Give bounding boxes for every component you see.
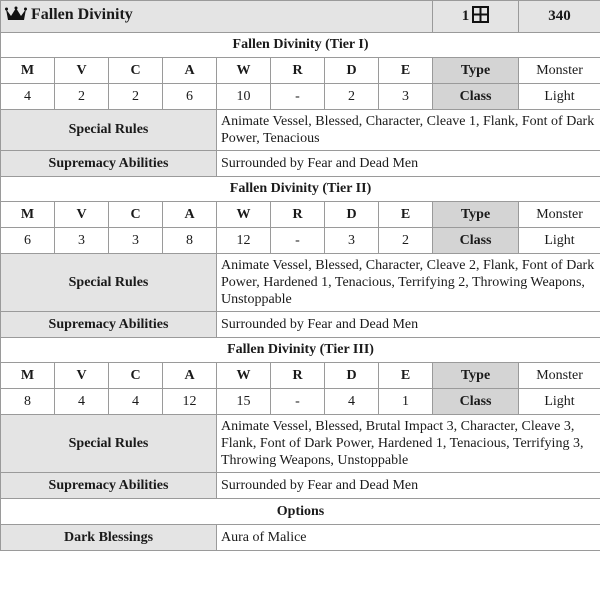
stat-header-row	[1, 363, 600, 389]
stat-label: E	[379, 363, 433, 389]
type-label: Type	[433, 58, 519, 84]
supremacy-text: Surrounded by Fear and Dead Men	[217, 312, 600, 338]
stat-label: E	[379, 202, 433, 228]
stat-value: 12	[217, 228, 271, 254]
stat-label: C	[109, 58, 163, 84]
stat-value: 3	[379, 84, 433, 110]
points-cost: 340	[519, 1, 600, 33]
stat-label: W	[217, 363, 271, 389]
special-rules-label: Special Rules	[1, 110, 217, 151]
stat-label: A	[163, 58, 217, 84]
class-label: Class	[433, 389, 519, 415]
special-rules-row	[1, 110, 600, 151]
stat-label: C	[109, 363, 163, 389]
stat-header-row	[1, 202, 600, 228]
supremacy-label: Supremacy Abilities	[1, 151, 217, 177]
supremacy-row	[1, 151, 600, 177]
tier-title-row	[1, 177, 600, 202]
class-value: Light	[519, 389, 600, 415]
special-rules-label: Special Rules	[1, 254, 217, 312]
stat-value: 6	[163, 84, 217, 110]
stat-value: 4	[55, 389, 109, 415]
special-rules-text: Animate Vessel, Blessed, Character, Cleave 1, Flank, Font of Dark Power, Tenacious	[217, 110, 600, 151]
crown-icon	[5, 6, 27, 27]
special-rules-row	[1, 415, 600, 473]
stat-label: W	[217, 202, 271, 228]
stat-value: 4	[109, 389, 163, 415]
stat-label: A	[163, 202, 217, 228]
stat-value-row	[1, 389, 600, 415]
base-size: 1	[461, 7, 470, 24]
stat-value: 2	[379, 228, 433, 254]
stat-value: -	[271, 228, 325, 254]
supremacy-row	[1, 312, 600, 338]
stat-label: R	[271, 58, 325, 84]
base-grid-icon	[472, 6, 489, 28]
special-rules-text: Animate Vessel, Blessed, Brutal Impact 3, Character, Cleave 3, Flank, Font of Dark Power, Hardened 1, Tenacious, Terrifying 3, Throwing Weapons, Unstoppable	[217, 415, 600, 473]
tier-title-row	[1, 338, 600, 363]
supremacy-text: Surrounded by Fear and Dead Men	[217, 473, 600, 499]
stat-label: R	[271, 202, 325, 228]
stat-label: M	[1, 58, 55, 84]
tier-title: Fallen Divinity (Tier I)	[1, 33, 600, 58]
stat-value: 8	[163, 228, 217, 254]
stat-value: 3	[109, 228, 163, 254]
base-size-cell	[433, 1, 519, 33]
type-value: Monster	[519, 363, 600, 389]
stat-label: V	[55, 202, 109, 228]
stat-label: V	[55, 363, 109, 389]
stat-label: M	[1, 202, 55, 228]
type-value: Monster	[519, 202, 600, 228]
stat-value: 3	[325, 228, 379, 254]
class-label: Class	[433, 84, 519, 110]
stat-value-row	[1, 84, 600, 110]
stat-value: 2	[325, 84, 379, 110]
stat-label: D	[325, 58, 379, 84]
supremacy-row	[1, 473, 600, 499]
tier-title: Fallen Divinity (Tier II)	[1, 177, 600, 202]
stat-value: 3	[55, 228, 109, 254]
tier-title-row	[1, 33, 600, 58]
class-value: Light	[519, 228, 600, 254]
supremacy-label: Supremacy Abilities	[1, 312, 217, 338]
stat-value: 2	[55, 84, 109, 110]
stat-value-row	[1, 228, 600, 254]
stat-value: -	[271, 389, 325, 415]
stat-label: A	[163, 363, 217, 389]
unit-title-cell	[1, 1, 433, 33]
option-row	[1, 525, 600, 551]
stat-header-row	[1, 58, 600, 84]
stat-value: 6	[1, 228, 55, 254]
option-value: Aura of Malice	[217, 525, 600, 551]
supremacy-text: Surrounded by Fear and Dead Men	[217, 151, 600, 177]
tier-title: Fallen Divinity (Tier III)	[1, 338, 600, 363]
stat-label: V	[55, 58, 109, 84]
stat-value: 10	[217, 84, 271, 110]
stat-value: 1	[379, 389, 433, 415]
type-value: Monster	[519, 58, 600, 84]
stat-value: 2	[109, 84, 163, 110]
special-rules-label: Special Rules	[1, 415, 217, 473]
stat-label: M	[1, 363, 55, 389]
stat-value: 4	[325, 389, 379, 415]
special-rules-row	[1, 254, 600, 312]
stat-label: W	[217, 58, 271, 84]
stat-value: 15	[217, 389, 271, 415]
stat-value: -	[271, 84, 325, 110]
unit-header	[1, 1, 600, 33]
type-label: Type	[433, 363, 519, 389]
stat-label: D	[325, 202, 379, 228]
stat-value: 4	[1, 84, 55, 110]
stat-value: 8	[1, 389, 55, 415]
options-title: Options	[1, 499, 600, 525]
class-value: Light	[519, 84, 600, 110]
class-label: Class	[433, 228, 519, 254]
unit-title: Fallen Divinity	[31, 6, 133, 23]
stat-label: D	[325, 363, 379, 389]
special-rules-text: Animate Vessel, Blessed, Character, Cleave 2, Flank, Font of Dark Power, Hardened 1, Tenacious, Terrifying 2, Throwing Weapons, Unstoppable	[217, 254, 600, 312]
type-label: Type	[433, 202, 519, 228]
stat-label: C	[109, 202, 163, 228]
option-label: Dark Blessings	[1, 525, 217, 551]
stat-label: E	[379, 58, 433, 84]
stat-label: R	[271, 363, 325, 389]
stat-value: 12	[163, 389, 217, 415]
options-title-row	[1, 499, 600, 525]
supremacy-label: Supremacy Abilities	[1, 473, 217, 499]
